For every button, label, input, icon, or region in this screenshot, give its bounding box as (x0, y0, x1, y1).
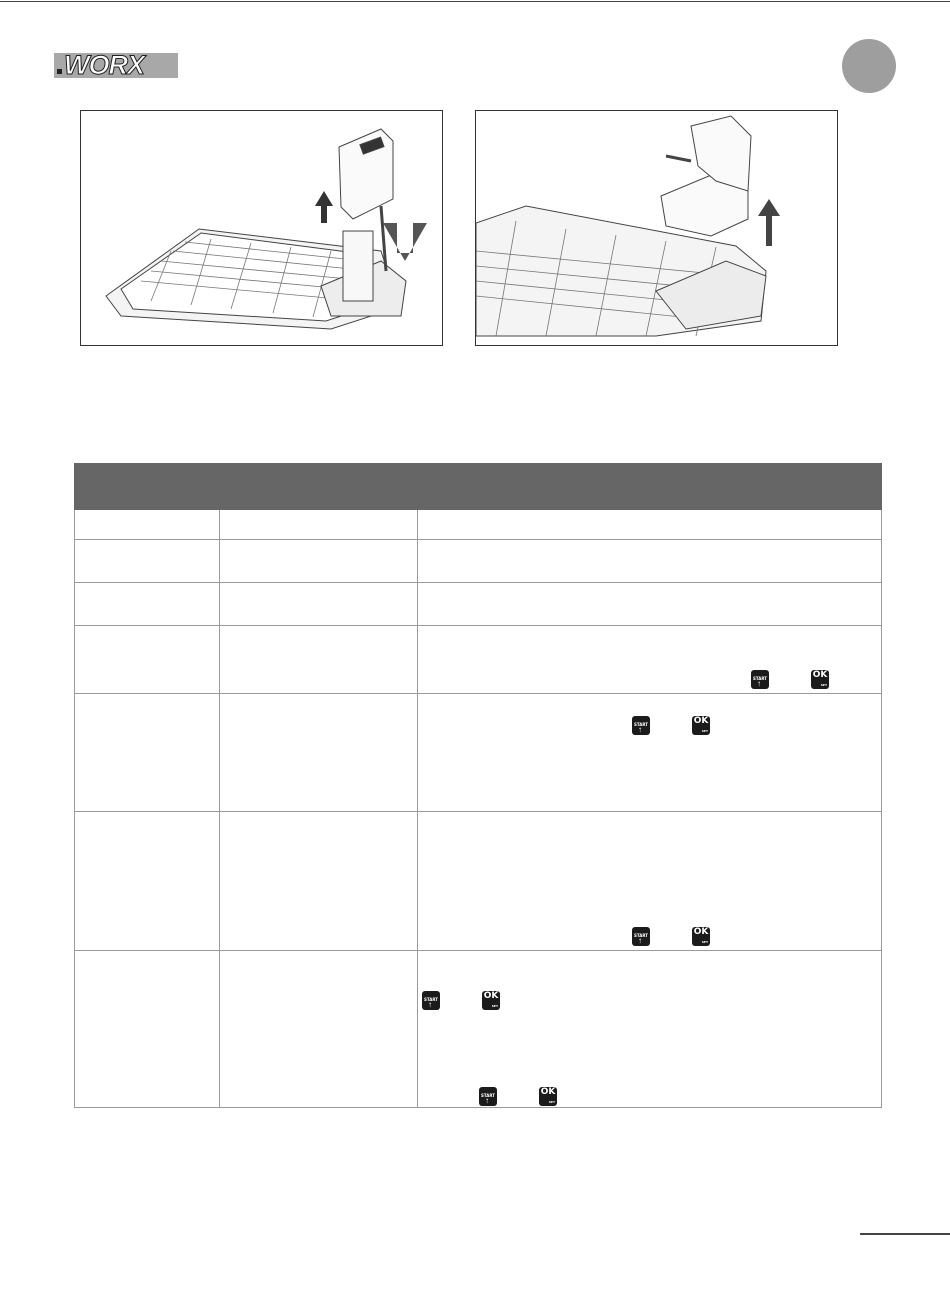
table-cell (418, 694, 882, 812)
table-row (75, 583, 882, 626)
table-header-row (75, 464, 882, 510)
start-key-icon: START ↑ (632, 716, 650, 735)
table-cell (75, 583, 220, 626)
worx-logo (54, 50, 178, 80)
figure-docking-station-disassembly (80, 110, 443, 346)
table-cell (220, 812, 418, 951)
ok-key-icon: OK SET (812, 670, 828, 687)
table-row (75, 540, 882, 583)
table-cell (418, 583, 882, 626)
figure-charging-head-removal (475, 110, 838, 346)
table-cell (75, 510, 220, 540)
key-pair (422, 991, 500, 1010)
table-cell (220, 583, 418, 626)
table-cell (418, 510, 882, 540)
table-cell (220, 626, 418, 694)
table-cell (418, 626, 882, 694)
table-cell (75, 951, 220, 1108)
ok-key-icon: OK SET (693, 927, 709, 944)
table-cell (220, 951, 418, 1108)
header-cell-cause (220, 464, 418, 510)
troubleshooting-table (74, 463, 882, 1108)
table-cell (220, 540, 418, 583)
page-number-rule (860, 1233, 950, 1235)
start-key-icon: START ↑ (751, 670, 769, 689)
key-pair (632, 927, 710, 946)
table-row (75, 812, 882, 951)
table-row (75, 626, 882, 694)
table-row (75, 510, 882, 540)
key-pair (632, 716, 710, 735)
key-pair (479, 1087, 557, 1106)
table-cell (75, 540, 220, 583)
figure-1-illustration (81, 111, 442, 345)
start-key-icon: START ↑ (632, 927, 650, 946)
logo-dot (57, 69, 62, 74)
language-badge (842, 39, 896, 93)
ok-key-icon: OK SET (540, 1087, 556, 1104)
ok-key-icon: OK SET (483, 991, 499, 1008)
table-cell (418, 540, 882, 583)
table-cell (75, 812, 220, 951)
table-cell (75, 626, 220, 694)
table-row (75, 951, 882, 1108)
ok-key-icon: OK SET (693, 716, 709, 733)
start-key-icon: START ↑ (422, 991, 440, 1010)
start-key-icon: START ↑ (479, 1087, 497, 1106)
table-cell (220, 510, 418, 540)
table-cell (418, 812, 882, 951)
table-cell (418, 951, 882, 1108)
table-cell (220, 694, 418, 812)
top-rule (0, 1, 950, 2)
figure-2-illustration (476, 111, 837, 345)
table-cell (75, 694, 220, 812)
header-cell-problem (75, 464, 220, 510)
logo-text: WORX (64, 50, 144, 80)
header-cell-solution (418, 464, 882, 510)
table-row (75, 694, 882, 812)
figure-step-label: 2 (401, 231, 410, 248)
key-pair (751, 670, 829, 689)
